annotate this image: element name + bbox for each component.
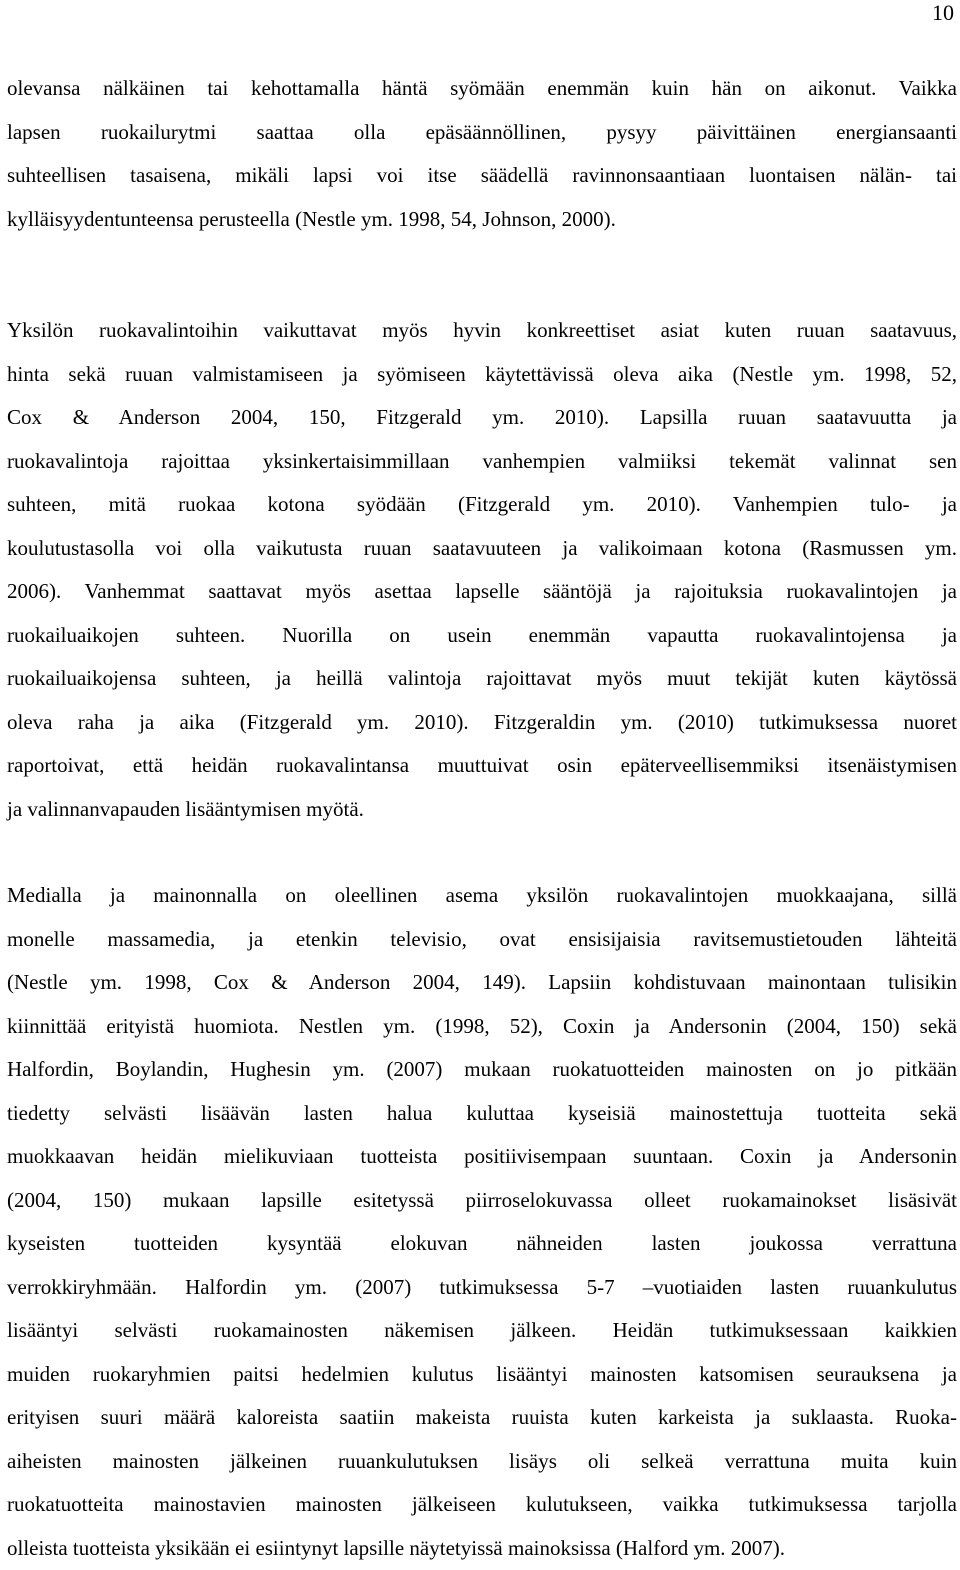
text-line: (2004, 150) mukaan lapsille esitetyssä piirroselokuvassa olleet ruokamainokset lisäsivät (7, 1179, 957, 1223)
text-line: lapsen ruokailurytmi saattaa olla epäsäännöllinen, pysyy päivittäinen energiansaanti (7, 111, 957, 155)
paragraph-2 (7, 309, 957, 831)
text-line: (Nestle ym. 1998, Cox & Anderson 2004, 149). Lapsiin kohdistuvaan mainontaan tulisikin (7, 961, 957, 1005)
text-line: kyseisten tuotteiden kysyntää elokuvan nähneiden lasten joukossa verrattuna (7, 1222, 957, 1266)
paragraph-1 (7, 67, 957, 241)
text-line: suhteellisen tasaisena, mikäli lapsi voi itse säädellä ravinnonsaantiaan luontaisen nälän- tai (7, 154, 957, 198)
text-line: Cox & Anderson 2004, 150, Fitzgerald ym. 2010). Lapsilla ruuan saatavuutta ja (7, 396, 957, 440)
text-line: ja valinnanvapauden lisääntymisen myötä. (7, 788, 957, 832)
text-line: kylläisyydentunteensa perusteella (Nestle ym. 1998, 54, Johnson, 2000). (7, 198, 957, 242)
text-line: ruokailuaikojensa suhteen, ja heillä valintoja rajoittavat myös muut tekijät kuten käytössä (7, 657, 957, 701)
text-line: erityisen suuri määrä kaloreista saatiin makeista ruuista kuten karkeista ja suklaasta. Ruoka- (7, 1396, 957, 1440)
text-line: muokkaavan heidän mielikuviaan tuotteista positiivisempaan suuntaan. Coxin ja Andersonin (7, 1135, 957, 1179)
text-line: ruokavalintoja rajoittaa yksinkertaisimmillaan vanhempien valmiiksi tekemät valinnat sen (7, 440, 957, 484)
text-line: olevansa nälkäinen tai kehottamalla häntä syömään enemmän kuin hän on aikonut. Vaikka (7, 67, 957, 111)
text-line: lisääntyi selvästi ruokamainosten näkemisen jälkeen. Heidän tutkimuksessaan kaikkien (7, 1309, 957, 1353)
text-line: koulutustasolla voi olla vaikutusta ruuan saatavuuteen ja valikoimaan kotona (Rasmussen ym. (7, 527, 957, 571)
text-line: Yksilön ruokavalintoihin vaikuttavat myös hyvin konkreettiset asiat kuten ruuan saatavuus, (7, 309, 957, 353)
text-line: 2006). Vanhemmat saattavat myös asettaa lapselle sääntöjä ja rajoituksia ruokavalintojen ja (7, 570, 957, 614)
text-line: Medialla ja mainonnalla on oleellinen asema yksilön ruokavalintojen muokkaajana, sillä (7, 874, 957, 918)
text-line: kiinnittää erityistä huomiota. Nestlen ym. (1998, 52), Coxin ja Andersonin (2004, 150) sekä (7, 1005, 957, 1049)
text-line: ruokailuaikojen suhteen. Nuorilla on usein enemmän vapautta ruokavalintojensa ja (7, 614, 957, 658)
text-line: hinta sekä ruuan valmistamiseen ja syömiseen käytettävissä oleva aika (Nestle ym. 1998, 52, (7, 353, 957, 397)
text-line: oleva raha ja aika (Fitzgerald ym. 2010). Fitzgeraldin ym. (2010) tutkimuksessa nuoret (7, 701, 957, 745)
text-line: raportoivat, että heidän ruokavalintansa muuttuivat osin epäterveellisemmiksi itsenäistymisen (7, 744, 957, 788)
text-line: Halfordin, Boylandin, Hughesin ym. (2007) mukaan ruokatuotteiden mainosten on jo pitkään (7, 1048, 957, 1092)
text-line: tiedetty selvästi lisäävän lasten halua kuluttaa kyseisiä mainostettuja tuotteita sekä (7, 1092, 957, 1136)
text-line: ruokatuotteita mainostavien mainosten jälkeiseen kulutukseen, vaikka tutkimuksessa tarjolla (7, 1483, 957, 1527)
text-line: verrokkiryhmään. Halfordin ym. (2007) tutkimuksessa 5-7 –vuotiaiden lasten ruuankulutus (7, 1266, 957, 1310)
paragraph-3 (7, 874, 957, 1570)
page-number: 10 (932, 0, 954, 26)
text-line: muiden ruokaryhmien paitsi hedelmien kulutus lisääntyi mainosten katsomisen seurauksena ja (7, 1353, 957, 1397)
text-line: aiheisten mainosten jälkeinen ruuankulutuksen lisäys oli selkeä verrattuna muita kuin (7, 1440, 957, 1484)
text-line: suhteen, mitä ruokaa kotona syödään (Fitzgerald ym. 2010). Vanhempien tulo- ja (7, 483, 957, 527)
text-line: monelle massamedia, ja etenkin televisio, ovat ensisijaisia ravitsemustietouden lähteitä (7, 918, 957, 962)
text-line: olleista tuotteista yksikään ei esiintynyt lapsille näytetyissä mainoksissa (Halford ym. 2007). (7, 1527, 957, 1570)
